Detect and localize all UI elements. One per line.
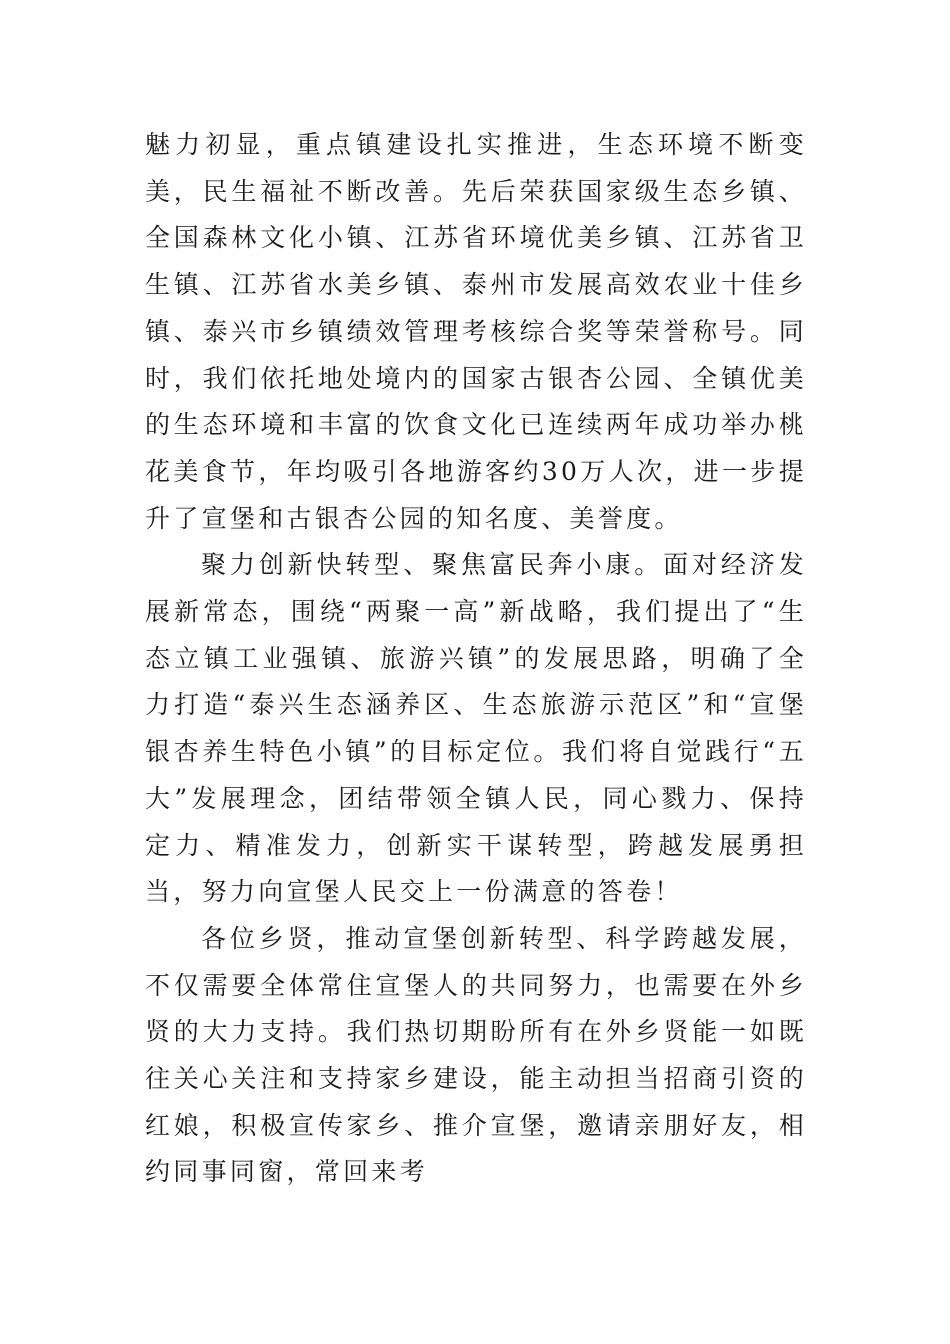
body-text [145, 122, 807, 1196]
paragraph-1: 魅力初显，重点镇建设扎实推进，生态环境不断变美，民生福祉不断改善。先后荣获国家级生态乡镇、全国森林文化小镇、江苏省环境优美乡镇、江苏省卫生镇、江苏省水美乡镇、泰州市发展高效农业十佳乡镇、泰兴市乡镇绩效管理考核综合奖等荣誉称号。同时，我们依托地处境内的国家古银杏公园、全镇优美的生态环境和丰富的饮食文化已连续两年成功举办桃花美食节，年均吸引各地游客约30万人次，进一步提升了宣堡和古银杏公园的知名度、美誉度。 [145, 130, 807, 533]
paragraph-2: 聚力创新快转型、聚焦富民奔小康。面对经济发展新常态，围绕“两聚一高”新战略，我们提出了“生态立镇工业强镇、旅游兴镇”的发展思路，明确了全力打造“泰兴生态涵养区、生态旅游示范区”和“宣堡银杏养生特色小镇”的目标定位。我们将自觉践行“五大”发展理念，团结带领全镇人民，同心戮力、保持定力、精准发力，创新实干谋转型，跨越发展勇担当，努力向宣堡人民交上一份满意的答卷！ [145, 550, 807, 907]
paragraph-3: 各位乡贤，推动宣堡创新转型、科学跨越发展，不仅需要全体常住宣堡人的共同努力，也需要在外乡贤的大力支持。我们热切期盼所有在外乡贤能一如既往关心关注和支持家乡建设，能主动担当招商引资的红娘，积极宣传家乡、推介宣堡，邀请亲朋好友，相约同事同窗，常回来考 [145, 923, 807, 1187]
